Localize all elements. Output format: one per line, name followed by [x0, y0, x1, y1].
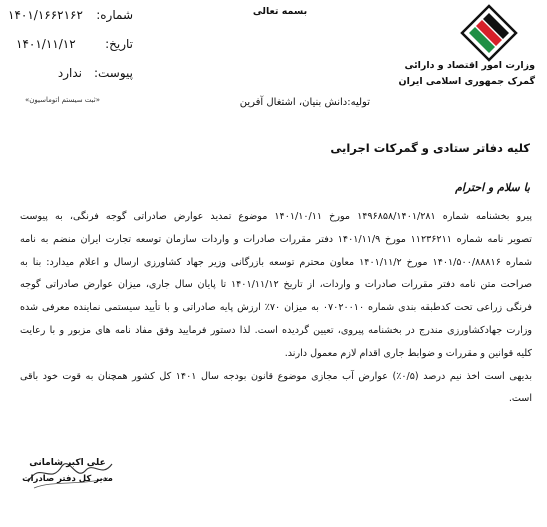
- greeting: با سلام و احترام: [455, 181, 530, 194]
- date-value: ۱۴۰۱/۱۱/۱۲: [16, 37, 76, 51]
- recipient-line: کلیه دفاتر ستادی و گمرکات اجرایی: [330, 141, 530, 155]
- body-line: صراحت متن نامه دفتر مقررات صادرات و واردات، از تاریخ ۱۴۰۱/۱۱/۱۲ تا پایان سال جاری، میزان عوارض صادراتی گوجه: [20, 279, 533, 290]
- signatory-title: مدیر کل دفتر صادرات: [22, 474, 113, 484]
- ministry-name: وزارت امور اقتصاد و دارائی: [404, 60, 535, 71]
- date-label: تاریخ:: [105, 37, 133, 51]
- body-line: بدیهی است اخذ نیم درصد (۰/۵٪) عوارض آب مجازی موضوع قانون بودجه سال ۱۴۰۱ کل کشور همچنان به قوت خود باقی: [20, 371, 532, 382]
- producer-line: تولیه:دانش بنیان، اشتغال آفرین: [239, 97, 370, 108]
- customs-name: گمرک جمهوری اسلامی ایران: [398, 76, 535, 87]
- number-label: شماره:: [96, 8, 133, 22]
- bismillah-heading: بسمه تعالی: [252, 6, 308, 17]
- attachment-label: پیوست:: [93, 66, 133, 80]
- body-line: تصویر نامه شماره ۱۱۲۳۶۲۱۱ مورخ ۱۴۰۱/۱۱/۹ دفتر مقررات صادرات و واردات سازمان توسعه تجارت ایران منضم به نامه: [20, 234, 532, 245]
- body-line: است.: [508, 393, 532, 404]
- signatory-name: علی اکبر شامانی: [29, 458, 106, 468]
- body-line: شماره ۱۴۰۱/۵۰۰/۸۸۸۱۶ مورخ ۱۴۰۱/۱۱/۲ معاون محترم توسعه بازرگانی وزیر جهاد کشاورزی ارسال و اعلام میدارد: بنا به: [20, 257, 532, 268]
- body-line: پیرو بخشنامه شماره ۱۴۹۶۸۵۸/۱۴۰۱/۲۸۱ مورخ ۱۴۰۱/۱۰/۱۱ موضوع تمدید عوارض صادراتی گوجه فرنگی، به پیوست: [20, 211, 532, 222]
- body-line: فرنگی زراعی تحت کدطبقه بندی شماره ۰۷۰۲۰۰۱۰ به میزان ۷۰٪ ارزش پایه صادراتی و با تأیید سیستمی نماینده معرفی شده: [20, 302, 532, 313]
- attachment-value: ندارد: [57, 66, 82, 80]
- body-line: وزارت جهادکشاورزی مندرج در بخشنامه پیروی، تعیین گردیده است. لذا دستور فرمایید وفق مفاد نامه های مزبور و با رعایت: [20, 325, 532, 336]
- body-line: کلیه قوانین و مقررات و ضوابط جاری اقدام لازم معمول دارند.: [284, 348, 532, 359]
- customs-logo-icon: [460, 4, 518, 62]
- number-value: ۱۴۰۱/۱۶۶۲۱۶۲: [8, 8, 83, 22]
- system-note: «ثبت سیستم اتوماسیون»: [24, 96, 101, 104]
